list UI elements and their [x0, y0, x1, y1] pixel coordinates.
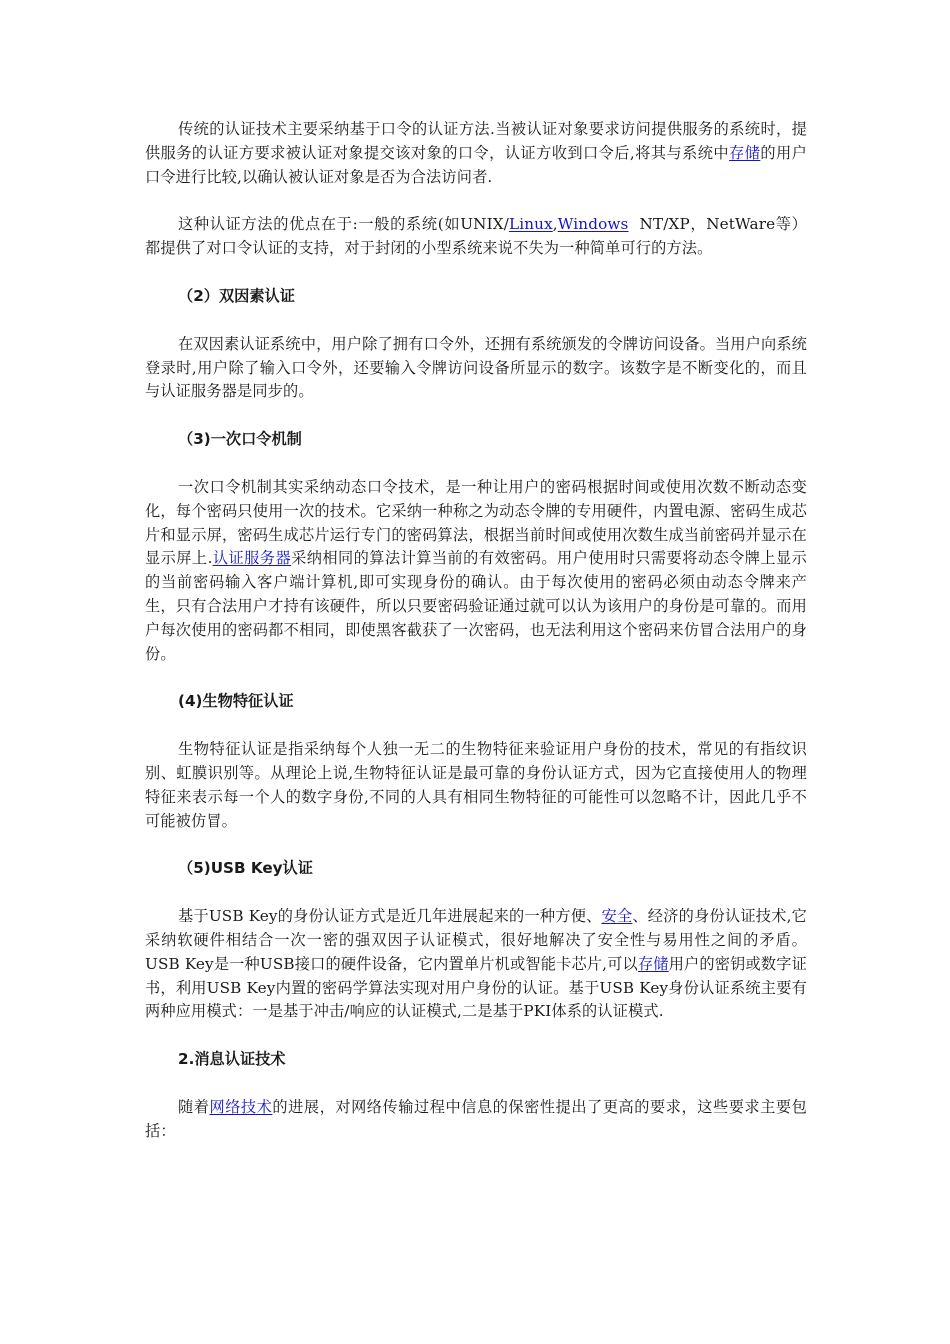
- heading-one-time-password: （3)一次口令机制: [178, 430, 302, 449]
- heading-usb-key: （5)USB Key认证: [178, 859, 313, 878]
- text: 传统的认证技术主要采纳基于口令的认证方法.当被认证对象要求访问提供服务的系统时，提供服务的认证方要求被认证对象提交该对象的口令，认证方收到口令后,将其与系统中: [145, 120, 807, 162]
- text: 的用户口令进行比较,以确认被认证对象是否为合法访问者.: [145, 143, 807, 186]
- link-linux[interactable]: Linux: [508, 215, 553, 234]
- text: ,: [552, 215, 558, 234]
- link-storage-2[interactable]: 存储: [637, 954, 669, 973]
- text: 采纳相同的算法计算当前的有效密码。用户使用时只需要将动态令牌上显示的当前密码输入客户端计算机,即可实现身份的确认。由于每次使用的密码必须由动态令牌来产生，只有合法用户才持有该硬件，所以只要密码验证通过就可以认为该用户的身份是可靠的。而用户每次使用的密码都不相同，即使黑客截获了一次密码，也无法利用这个密码来仿冒合法用户的身份。: [145, 549, 808, 663]
- text: 、经济的身份认证技术,它采纳软硬件相结合一次一密的强双因子认证模式，很好地解决了安全性与易用性之间的矛盾。USB Key是一种USB接口的硬件设备，它内置单片机或智能卡芯片,可以: [145, 907, 807, 973]
- link-auth-server[interactable]: 认证服务器: [212, 549, 292, 568]
- paragraph-usb-key: [145, 905, 807, 1024]
- text: 的进展，对网络传输过程中信息的保密性提出了更高的要求，这些要求主要包括：: [145, 1097, 807, 1140]
- text: 用户的密钥或数字证书，利用USB Key内置的密码学算法实现对用户身份的认证。基于USB Key身份认证系统主要有两种应用模式：一是基于冲击/响应的认证模式,二是基于PKI体系的认证模式.: [145, 954, 807, 1021]
- paragraph-message-auth: [145, 1096, 807, 1144]
- link-security[interactable]: 安全: [601, 907, 633, 926]
- text: NT/XP，NetWare等）都提供了对口令认证的支持，对于封闭的小型系统来说不失为一种简单可行的方法。: [145, 215, 807, 258]
- heading-two-factor: （2）双因素认证: [178, 286, 295, 305]
- link-network-tech[interactable]: 网络技术: [209, 1097, 273, 1116]
- text: 一次口令机制其实采纳动态口令技术，是一种让用户的密码根据时间或使用次数不断动态变化，每个密码只使用一次的技术。它采纳一种称之为动态令牌的专用硬件，内置电源、密码生成芯片和显示屏，密码生成芯片运行专门的密码算法，根据当前时间或使用次数生成当前密码并显示在显示屏上.: [145, 477, 807, 568]
- text: 随着: [178, 1097, 210, 1116]
- text: 这种认证方法的优点在于:一般的系统(如UNIX/: [178, 215, 509, 234]
- link-windows[interactable]: Windows: [557, 215, 629, 234]
- heading-biometric: (4)生物特征认证: [178, 692, 294, 711]
- heading-message-auth: 2.消息认证技术: [178, 1050, 286, 1069]
- paragraph-password-advantages: [145, 213, 807, 261]
- paragraph-one-time-password: [145, 476, 807, 666]
- paragraph-password-auth: [145, 118, 807, 189]
- paragraph-two-factor: 在双因素认证系统中，用户除了拥有口令外，还拥有系统颁发的令牌访问设备。当用户向系统登录时,用户除了输入口令外，还要输入令牌访问设备所显示的数字。该数字是不断变化的，而且与认证服务器是同步的。: [145, 334, 807, 401]
- link-storage[interactable]: 存储: [729, 143, 761, 162]
- document-page: [145, 118, 807, 1168]
- text: 基于USB Key的身份认证方式是近几年进展起来的一种方便、: [178, 907, 602, 926]
- paragraph-biometric: 生物特征认证是指采纳每个人独一无二的生物特征来验证用户身份的技术，常见的有指纹识别、虹膜识别等。从理论上说,生物特征认证是最可靠的身份认证方式，因为它直接使用人的物理特征来表示每一个人的数字身份,不同的人具有相同生物特征的可能性可以忽略不计，因此几乎不可能被仿冒。: [145, 740, 807, 830]
